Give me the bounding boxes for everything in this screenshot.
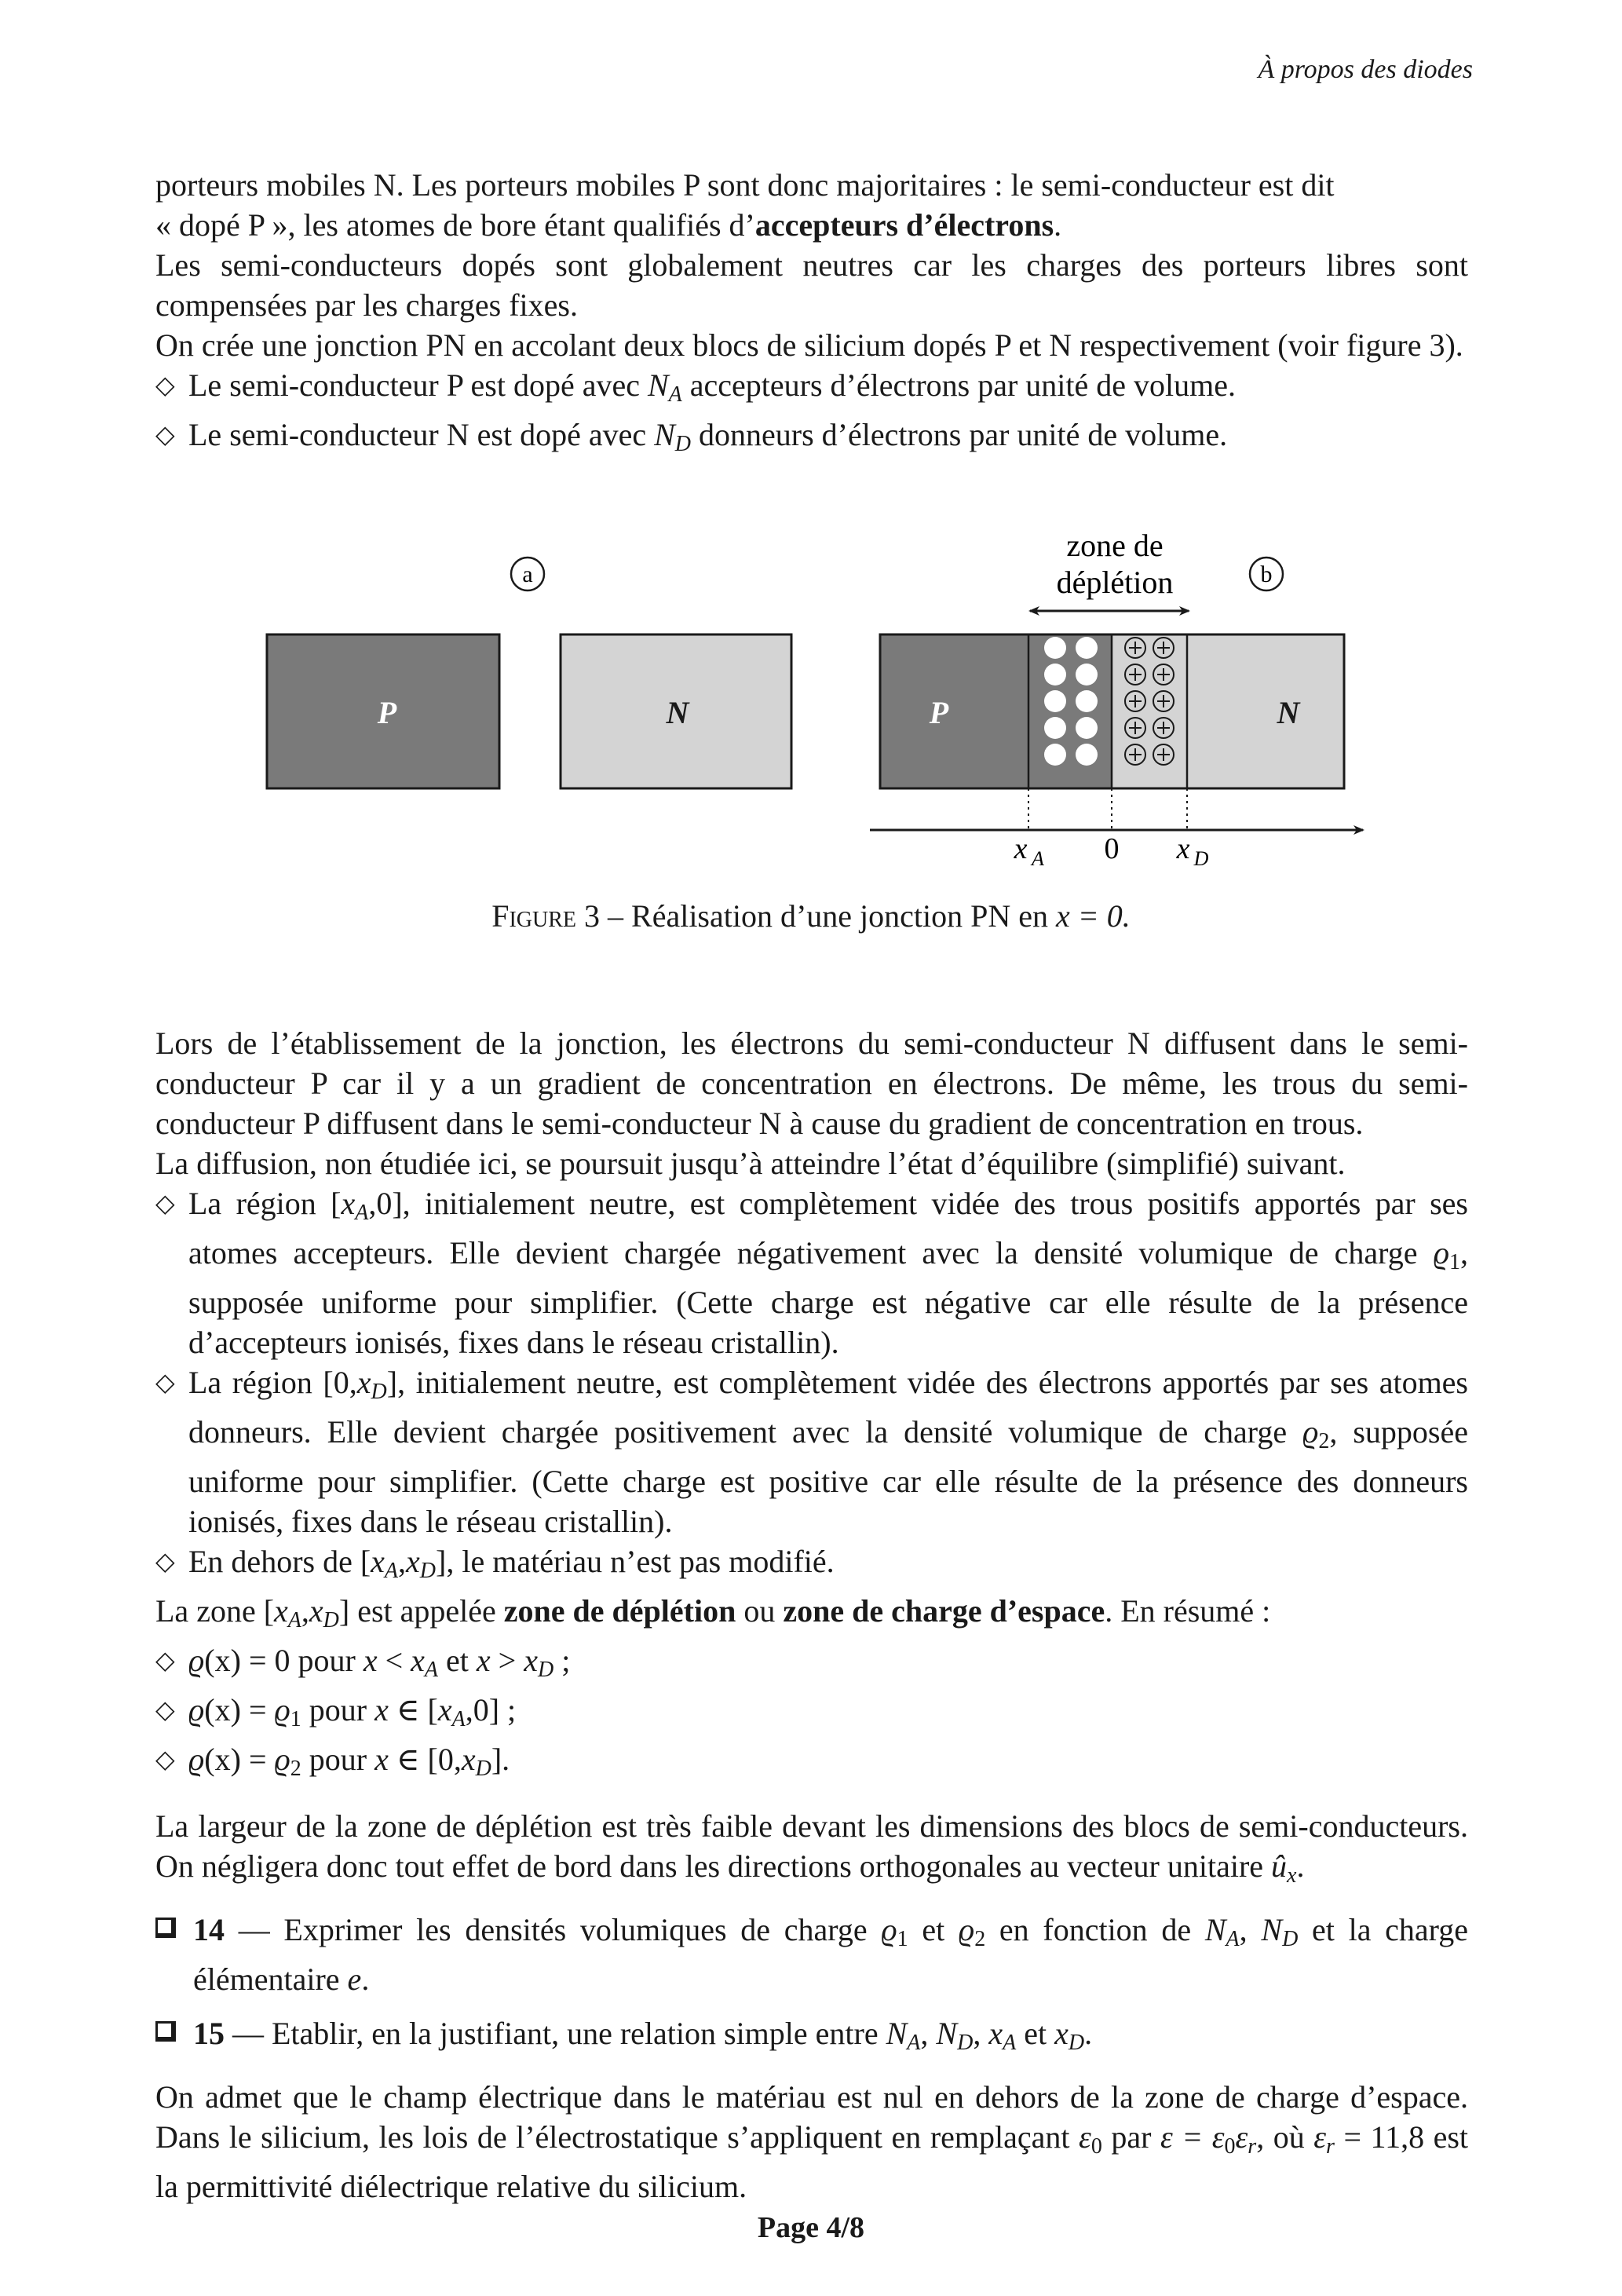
zone-label-line2: déplétion: [1056, 565, 1174, 600]
intro-para-junction: On crée une jonction PN en accolant deux blocs de silicium dopés P et N respectivement (voir figure 3).: [155, 327, 1463, 363]
junction-depletion-positive: [1112, 634, 1187, 788]
page-number: Page 4/8: [757, 2211, 865, 2244]
summary-rho-zero: ◇ ϱ(x) = 0 pour $x < x_A$ et $x > x_D$ ;: [155, 1640, 1468, 1690]
axis-xA-sub: A: [1032, 847, 1044, 870]
bullet-outside: ◇ En dehors de $[x_A,x_D]$, le matériau n’est pas modifié.: [155, 1541, 1468, 1591]
label-b-icon: [1250, 558, 1283, 590]
acceptor-ion-icon: [1076, 637, 1098, 659]
bullet-diamond-icon: ◇: [155, 1547, 175, 1575]
acceptor-ion-icon: [1044, 744, 1066, 766]
para-width: La largeur de la zone de déplétion est très faible devant les dimensions des blocs de semi-conducteurs. On négligera donc tout effet de bord dans les directions orthogonales au vecteur unitaire $û_x$.: [155, 1808, 1468, 1888]
axis-xD-sub: D: [1193, 847, 1209, 870]
intro-section: [155, 165, 1468, 464]
para-diffusion: Lors de l’établissement de la jonction, les électrons du semi-conducteur N diffusent dans le semi-conducteur P car il y a un gradient de concentration en électrons. De même, les trous du semi-conducteur P diffusent dans le semi-conducteur N à cause du gradient de concentration en trous.: [155, 1026, 1468, 1141]
checkbox-icon: [155, 1918, 176, 1938]
axis-zero-label: 0: [1104, 832, 1120, 865]
acceptor-ion-icon: [1044, 717, 1066, 739]
axis-xD-label: x: [1176, 832, 1190, 865]
figure-pn-junction: [0, 503, 1622, 895]
question-14: 14 — Exprimer les densités volumiques de charge $ϱ_1$ et $ϱ_2$ en fonction de $N_A$, $N_D$ et la charge élémentaire e.: [155, 1910, 1468, 1999]
para-zone-definition: La zone $[x_A,x_D]$ est appelée zone de déplétion ou zone de charge d’espace. En résumé :: [155, 1593, 1271, 1632]
bullet-diamond-icon: ◇: [155, 1646, 175, 1674]
checkbox-icon: [155, 2021, 176, 2042]
bullet-diamond-icon: ◇: [155, 1189, 175, 1217]
zone-label-line1: zone de: [1066, 528, 1164, 563]
bullet-diamond-icon: ◇: [155, 371, 175, 399]
acceptor-ion-icon: [1044, 664, 1066, 686]
bullet-diamond-icon: ◇: [155, 1368, 175, 1396]
bullet-region-d: ◇ La région $[0,x_D]$, initialement neutre, est complètement vidée des électrons apportés par ses atomes donneurs. Elle devient chargée positivement avec la densité volumique de charge $ϱ_2$, supposée uniforme pour simplifier. (Cette charge est positive car elle résulte de la présence des donneurs ionisés, fixes dans le réseau cristallin).: [155, 1362, 1468, 1541]
label-b: b: [1260, 561, 1273, 587]
intro-para-neutral: Les semi-conducteurs dopés sont globalement neutres car les charges des porteurs libres sont compensées par les charges fixes.: [155, 247, 1468, 323]
junction-n-region: [1187, 634, 1344, 788]
running-header: À propos des diodes: [1258, 55, 1473, 84]
bullet-diamond-icon: ◇: [155, 420, 175, 448]
intro-line-1: porteurs mobiles N. Les porteurs mobiles P sont donc majoritaires : le semi-conducteur est dit: [155, 167, 1335, 203]
junction-p-region: [880, 634, 1028, 788]
figure-caption: Figure 3 – Réalisation d’une jonction PN en x = 0.: [491, 898, 1131, 934]
bullet-nd: ◇ Le semi-conducteur N est dopé avec $N_D$ donneurs d’électrons par unité de volume.: [155, 415, 1468, 464]
block-p-label: P: [377, 695, 397, 730]
summary-rho-1: ◇ $ϱ(x) = ϱ_1$ pour x ∈ $[x_A,0]$ ;: [155, 1690, 1468, 1739]
summary-rho-2: ◇ $ϱ(x) = ϱ_2$ pour x ∈ $[0,x_D]$.: [155, 1739, 1468, 1789]
acceptor-ion-icon: [1076, 744, 1098, 766]
bullet-diamond-icon: ◇: [155, 1745, 175, 1773]
label-a: a: [522, 561, 533, 587]
acceptor-ion-icon: [1076, 664, 1098, 686]
block-n-label: N: [666, 695, 689, 730]
acceptor-ion-icon: [1076, 690, 1098, 712]
acceptor-ion-icon: [1076, 717, 1098, 739]
bullet-na: ◇ Le semi-conducteur P est dopé avec $N_A$ accepteurs d’électrons par unité de volume.: [155, 365, 1468, 415]
label-a-icon: [511, 558, 544, 590]
question-15: 15 — Etablir, en la justifiant, une relation simple entre $N_A$, $N_D$, $x_A$ et $x_D$.: [155, 2013, 1468, 2063]
para-equilibrium: La diffusion, non étudiée ici, se poursuit jusqu’à atteindre l’état d’équilibre (simplifié) suivant.: [155, 1146, 1346, 1181]
main-section: [155, 1023, 1468, 2206]
junction-depletion-negative: [1028, 634, 1112, 788]
para-permittivity: On admet que le champ électrique dans le matériau est nul en dehors de la zone de charge d’espace. Dans le silicium, les lois de l’électrostatique s’appliquent en remplaçant $\varepsilon_0$ par $\varepsilon = \varepsilon_0\varepsilon_r$, où $\varepsilon_r = 11,8$ est la permittivité diélectrique relative du silicium.: [155, 2079, 1469, 2204]
junction-p-label: P: [929, 695, 949, 730]
acceptor-ion-icon: [1044, 690, 1066, 712]
acceptor-ion-icon: [1044, 637, 1066, 659]
axis-xA-label: x: [1014, 832, 1028, 865]
intro-line-2: « dopé P », les atomes de bore étant qualifiés d’accepteurs d’électrons.: [155, 207, 1062, 243]
bullet-region-a: ◇ La région $[x_A,0]$, initialement neutre, est complètement vidée des trous positifs apportés par ses atomes accepteurs. Elle devient chargée négativement avec la densité volumique de charge $ϱ_1$, supposée uniforme pour simplifier. (Cette charge est négative car elle résulte de la présence d’accepteurs ionisés, fixes dans le réseau cristallin).: [155, 1183, 1468, 1362]
bullet-diamond-icon: ◇: [155, 1695, 175, 1724]
junction-n-label: N: [1277, 695, 1300, 730]
